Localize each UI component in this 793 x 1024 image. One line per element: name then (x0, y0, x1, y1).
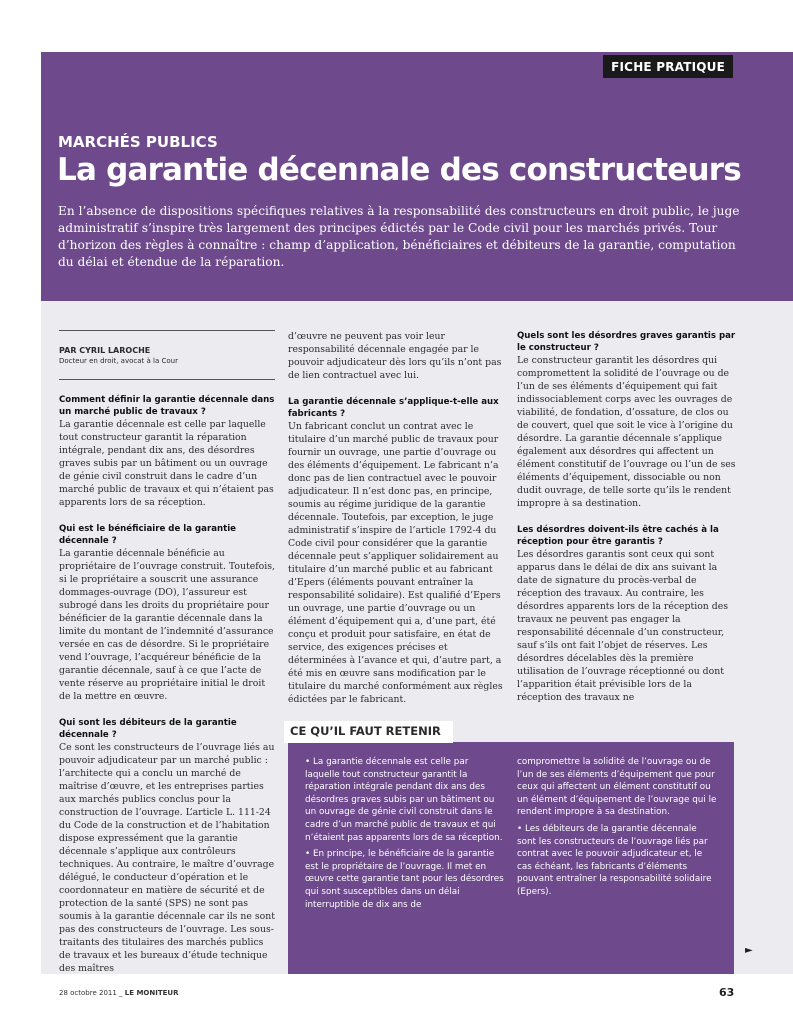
summary-bullet: • En principe, le bénéficiaire de la garantie est le propriétaire de l’ouvrage. Il met en œuvre cette garantie tant pour les désordres qui sont susceptibles dans un délai interruptible de dix ans de (305, 849, 504, 910)
divider (59, 379, 275, 380)
question-heading: Quels sont les désordres graves garantis par le constructeur ? (517, 331, 736, 353)
article-lede: En l’absence de dispositions spécifiques relatives à la responsabilité des constructeurs en droit public, le juge administratif s’inspire très largement des principes édictés par le Code civil pour les marchés privés. Tour d’horizon des règles à connaître : champ d’application, bénéficiaires et débiteurs de la garantie, computation du délai et étendue de la réparation. (58, 204, 740, 269)
answer-paragraph: Ce sont les constructeurs de l’ouvrage liés au pouvoir adjudicateur par un marché public : l’architecte qui a conclu un marché de maîtrise d’œuvre, et les entreprises parties aux marchés publics conclus pour la construction de l’ouvrage. L’article L. 111-24 du Code de la construction et de l’habitation dispose expressément que la garantie décennale s’applique aux contrôleurs techniques. Au contraire, le maître d’ouvrage délégué, le conducteur d’opération et le coordonnateur en matière de sécurité et de protection de la santé (SPS) ne sont pas soumis à la garantie décennale car ils ne sont pas des constructeurs de l’ouvrage. Les sous-traitants des titulaires des marchés publics de travaux et les bureaux d’étude technique des maîtres (59, 742, 275, 974)
footer-date: 28 octobre 2011 (59, 989, 117, 997)
header-banner (41, 52, 793, 301)
summary-box-title: CE QU’IL FAUT RETENIR (284, 721, 453, 743)
column-1 (59, 330, 275, 975)
continued-paragraph: d’œuvre ne peuvent pas voir leur responsabilité décennale engagée par le pouvoir adjudicateur dès lors qu’ils n’ont pas de lien contractuel avec lui. (288, 331, 502, 381)
answer-paragraph: Le constructeur garantit les désordres qui compromettent la solidité de l’ouvrage ou de l’un de ses éléments d’équipement qui fait indissociablement corps avec les ouvrages de viabilité, de fondation, d’ossature, de clos ou de couvert, quel que soit le vice à l’origine du désordre. La garantie décennale s’applique également aux désordres qui affectent un élément constitutif de l’ouvrage ou l’un de ses éléments d’équipement, dissociable ou non dudit ouvrage, de telle sorte qu’ils le rendent impropre à sa destination. (517, 355, 736, 509)
article-kicker: MARCHÉS PUBLICS (58, 133, 218, 151)
answer-paragraph: La garantie décennale est celle par laquelle tout constructeur garantit la réparation intégrale, pendant dix ans, des désordres graves subis par un bâtiment ou un ouvrage de génie civil construit dans le cadre d’un marché public de travaux et qui n’étaient pas apparents lors de sa réception. (59, 419, 274, 508)
author-name: PAR CYRIL LAROCHE (59, 346, 151, 355)
summary-column-1 (305, 756, 505, 915)
footer (59, 989, 178, 997)
summary-bullet: • Les débiteurs de la garantie décennale sont les constructeurs de l’ouvrage liés par contrat avec le pouvoir adjudicateur et, le cas échéant, les fabricants d’éléments pouvant entraîner la responsabilité solidaire (Epers). (517, 823, 712, 897)
footer-publication: LE MONITEUR (124, 989, 179, 997)
column-2 (288, 330, 506, 706)
answer-paragraph: Les désordres garantis sont ceux qui sont apparus dans le délai de dix ans suivant la date de signature du procès-verbal de réception des travaux. Au contraire, les désordres apparents lors de la réception des travaux ne peuvent pas engager la responsabilité décennale d’un constructeur, sauf s’ils ont fait l’objet de réserves. Les désordres décelables dès la première utilisation de l’ouvrage réceptionné ou dont l’apparition était prévisible lors de la réception des travaux ne (517, 549, 728, 703)
footer-separator: _ (116, 989, 125, 997)
question-heading: Comment définir la garantie décennale dans un marché public de travaux ? (59, 395, 275, 417)
continue-arrow-icon: ► (745, 945, 753, 956)
summary-box (288, 742, 734, 974)
section-tag: FICHE PRATIQUE (603, 55, 733, 78)
question-heading: Les désordres doivent-ils être cachés à la réception pour être garantis ? (517, 525, 719, 547)
summary-bullet: • La garantie décennale est celle par laquelle tout constructeur garantit la réparation intégrale pendant dix ans des désordres graves subis par un bâtiment ou un ouvrage de génie civil construit dans le cadre d’un marché public de travaux et qui n’étaient pas apparents lors de sa réception. (305, 757, 503, 843)
page-number: 63 (719, 986, 735, 999)
author-role: Docteur en droit, avocat à la Cour (59, 357, 178, 365)
article-title: La garantie décennale des constructeurs (57, 152, 741, 188)
divider (59, 330, 275, 331)
question-heading: Qui est le bénéficiaire de la garantie décennale ? (59, 524, 237, 546)
question-heading: La garantie décennale s’applique-t-elle aux fabricants ? (288, 397, 499, 419)
answer-paragraph: Un fabricant conclut un contrat avec le titulaire d’un marché public de travaux pour fournir un ouvrage, une partie d’ouvrage ou des éléments d’équipement. Le fabricant n’a donc pas de lien contractuel avec le pouvoir adjudicateur. Il n’est donc pas, en principe, soumis au régime juridique de la garantie décennale. Toutefois, par exception, le juge administratif s’inspire de l’article 1792-4 du Code civil pour considérer que la garantie décennale peut s’appliquer solidairement au titulaire d’un marché public et au fabricant d’Epers (éléments pouvant entraîner la responsabilité solidaire). Est qualifié d’Epers un ouvrage, une partie d’ouvrage ou un élément d’équipement qui a, d’une part, été conçu et produit pour satisfaire, en état de service, des exigences précises et déterminées à l’avance et qui, d’autre part, a été mis en œuvre sans modification par le titulaire du marché conformément aux règles édictées par le fabricant. (288, 421, 503, 705)
column-3 (517, 330, 739, 704)
summary-column-2 (517, 756, 717, 903)
question-heading: Qui sont les débiteurs de la garantie décennale ? (59, 718, 237, 740)
summary-bullet: compromettre la solidité de l’ouvrage ou de l’un de ses éléments d’équipement que pour ceux qui affectent un élément constitutif ou un élément d’équipement de l’ouvrage qui le rendent impropre à sa destination. (517, 757, 717, 818)
answer-paragraph: La garantie décennale bénéficie au propriétaire de l’ouvrage construit. Toutefois, si le propriétaire a souscrit une assurance dommages-ouvrage (DO), l’assureur est subrogé dans les droits du propriétaire pour bénéficier de la garantie décennale dans la limite du montant de l’indemnité d’assurance versée en cas de désordre. Si le propriétaire vend l’ouvrage, l’acquéreur bénéficie de la garantie décennale, sauf à ce que l’acte de vente réserve au propriétaire initial le droit de la mettre en œuvre. (59, 548, 275, 702)
